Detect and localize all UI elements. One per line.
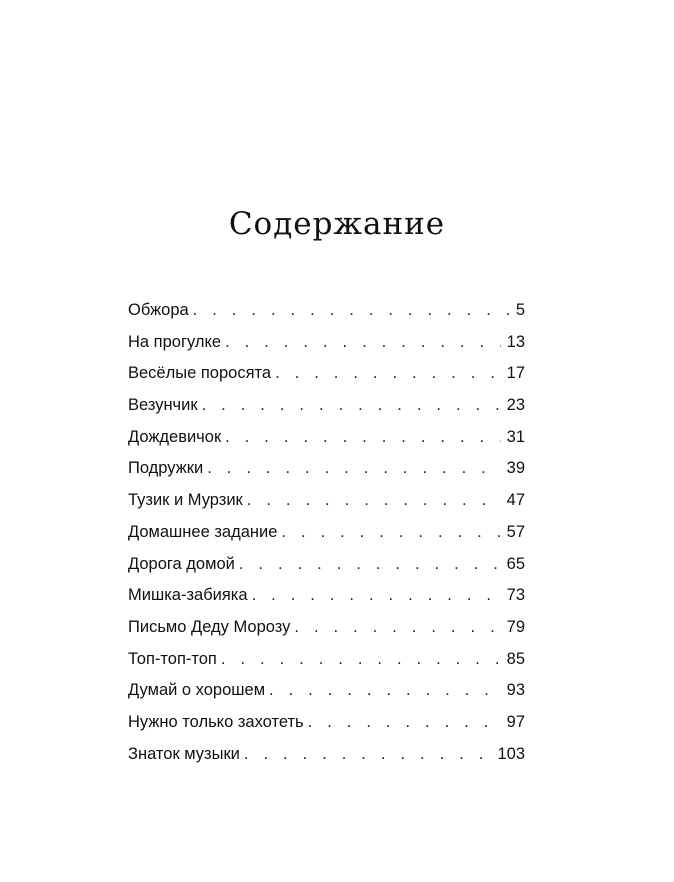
dot-leader [207,453,500,485]
dot-leader [202,390,501,422]
toc-entry [128,358,525,390]
toc-entry-page: 65 [506,554,525,573]
toc-entry-title: Дождевичок [128,427,222,446]
dot-leader [281,517,500,549]
dot-leader [275,358,501,390]
toc-entry-page: 93 [506,681,525,700]
toc-entry-title: Знаток музыки [128,744,240,763]
toc-entry-page: 79 [506,617,525,636]
toc-entry-page: 13 [506,332,525,351]
table-of-contents [128,295,525,770]
dot-leader [294,612,500,644]
toc-entry-page: 97 [506,712,525,731]
toc-entry [128,707,525,739]
toc-entry-page: 31 [506,427,525,446]
toc-entry [128,549,525,581]
dot-leader [221,644,501,676]
dot-leader [244,739,492,771]
toc-entry-title: Думай о хорошем [128,681,266,700]
toc-entry-page: 47 [506,491,525,510]
toc-entry-page: 39 [506,459,525,478]
toc-entry-page: 103 [497,744,525,763]
toc-entry-title: Письмо Деду Морозу [128,617,291,636]
toc-entry [128,422,525,454]
toc-entry [128,675,525,707]
toc-entry [128,295,525,327]
toc-entry [128,612,525,644]
dot-leader [239,549,501,581]
toc-entry-page: 17 [506,364,525,383]
dot-leader [247,485,501,517]
toc-entry-title: Весёлые поросята [128,364,272,383]
toc-entry [128,517,525,549]
toc-entry-page: 73 [506,586,525,605]
toc-entry-title: Дорога домой [128,554,235,573]
toc-entry-title: Подружки [128,459,204,478]
page-title: Содержание [228,206,446,242]
toc-entry-page: 5 [515,301,525,319]
toc-entry-page: 23 [506,396,525,415]
toc-entry-title: Нужно только захотеть [128,712,304,731]
toc-entry-title: Везунчик [128,396,198,415]
dot-leader [308,707,501,739]
toc-entry [128,739,525,771]
dot-leader [269,675,501,707]
toc-entry-title: Тузик и Мурзик [128,491,243,510]
toc-entry-title: Мишка-забияка [128,586,248,605]
toc-entry [128,644,525,676]
toc-entry-page: 57 [506,522,525,541]
toc-entry-title: На прогулке [128,332,222,351]
toc-entry [128,580,525,612]
toc-entry [128,390,525,422]
toc-entry-page: 85 [506,649,525,668]
toc-entry-title: Топ-топ-топ [128,649,217,668]
toc-entry-title: Домашнее задание [128,522,278,541]
toc-entry [128,327,525,359]
dot-leader [252,580,501,612]
dot-leader [225,422,500,454]
toc-entry [128,453,525,485]
toc-entry [128,485,525,517]
toc-entry-title: Обжора [128,301,189,319]
dot-leader [193,295,510,327]
dot-leader [225,327,501,359]
